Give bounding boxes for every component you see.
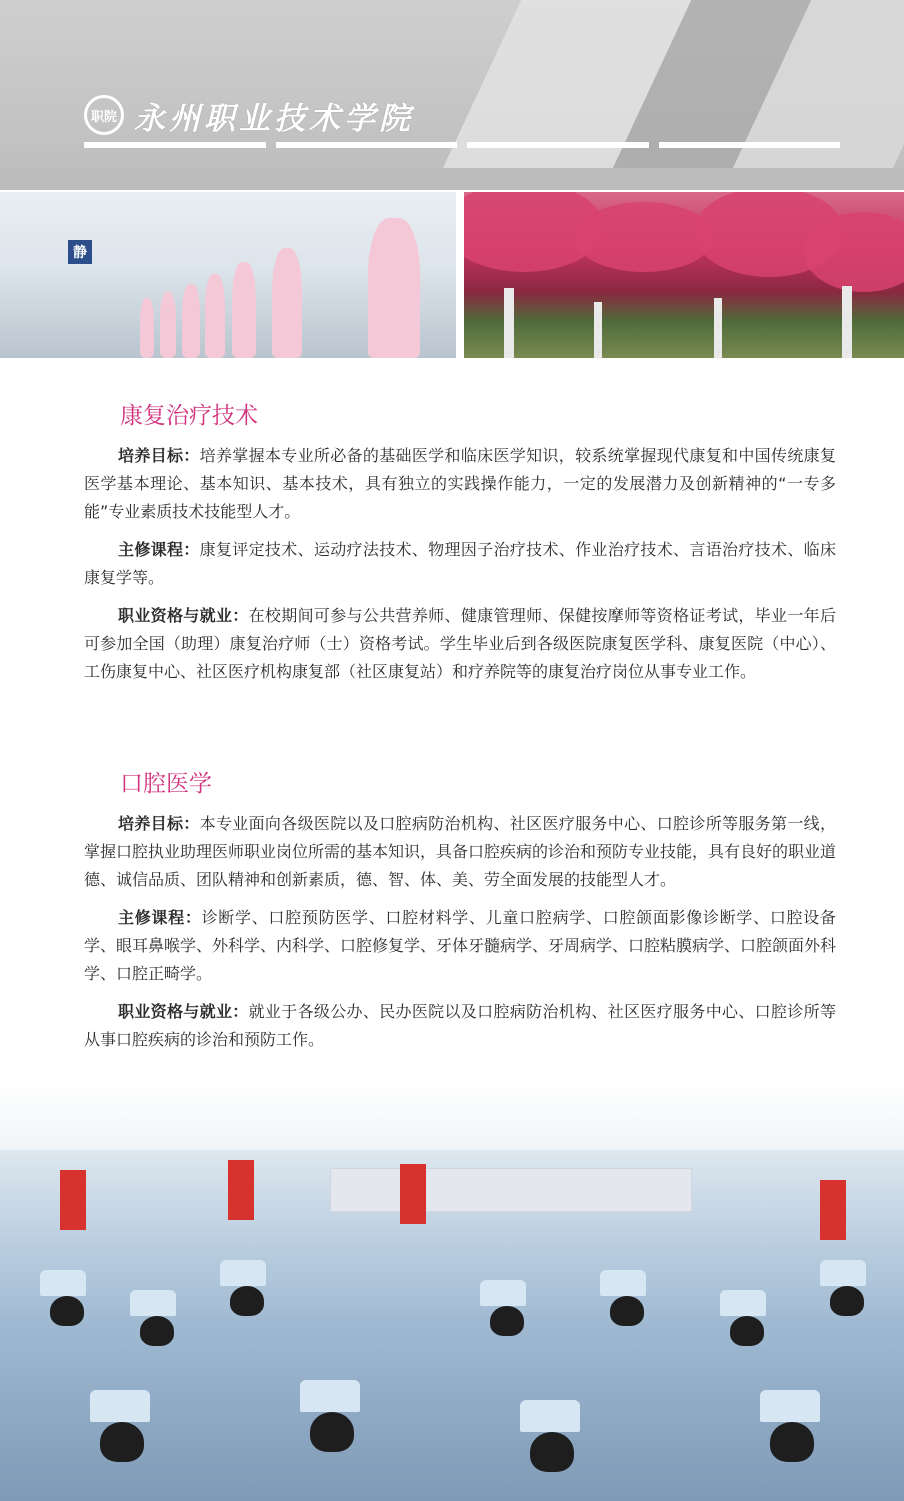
header-divider	[84, 142, 840, 148]
nurse-figure	[182, 284, 200, 358]
paragraph-text: 本专业面向各级医院以及口腔病防治机构、社区医疗服务中心、口腔诊所等服务第一线，掌握口腔执业助理医师职业岗位所需的基本知识，具备口腔疾病的诊治和预防专业技能，具有良好的职业道德、诚信品质、团队精神和创新素质，德、智、体、美、劳全面发展的技能型人才。	[84, 814, 837, 889]
student-head	[490, 1306, 524, 1336]
student-head	[830, 1286, 864, 1316]
section-title: 康复治疗技术	[120, 403, 258, 429]
school-name: 永州职业技术学院	[134, 100, 414, 137]
red-flag	[400, 1164, 426, 1224]
room-sign: 静	[68, 240, 92, 264]
divider-segment	[276, 142, 458, 148]
nurse-figure	[232, 262, 256, 358]
paragraph-label: 培养目标：	[118, 814, 200, 833]
paragraph-text: 培养掌握本专业所必备的基础医学和临床医学知识，较系统掌握现代康复和中国传统康复医学基本理论、基本知识、基本技术，具有独立的实践操作能力，一定的发展潜力及创新精神的“一专多能”专业素质技术技能型人才。	[84, 446, 836, 521]
red-flag	[228, 1160, 254, 1220]
divider-segment	[84, 142, 266, 148]
nurse-cap	[720, 1290, 766, 1316]
nurse-cap	[300, 1380, 360, 1412]
nurse-figure	[140, 298, 154, 358]
section-paragraph	[84, 904, 836, 988]
section-paragraph	[84, 810, 836, 894]
crowd-photo-fade	[0, 1080, 904, 1160]
paragraph-label: 主修课程：	[118, 908, 202, 927]
seal-text: 职院	[90, 109, 117, 125]
student-head	[50, 1296, 84, 1326]
header-banner	[0, 0, 904, 190]
section-rehabilitation	[84, 400, 836, 696]
paragraph-label: 职业资格与就业：	[118, 606, 249, 625]
tree-trunk	[842, 286, 852, 358]
paragraph-text: 康复评定技术、运动疗法技术、物理因子治疗技术、作业治疗技术、言语治疗技术、临床康复学等。	[84, 540, 836, 587]
nurse-figure	[368, 218, 420, 358]
nurse-cap	[820, 1260, 866, 1286]
nurse-cap	[760, 1390, 820, 1422]
student-head	[530, 1432, 574, 1472]
tree-trunk	[594, 302, 602, 358]
section-paragraph	[84, 602, 836, 686]
section-paragraph	[84, 998, 836, 1054]
paragraph-label: 职业资格与就业：	[118, 1002, 249, 1021]
nurse-figure	[160, 292, 176, 358]
nurse-figure	[205, 274, 225, 358]
paragraph-label: 培养目标：	[118, 446, 200, 465]
school-logo	[84, 93, 414, 137]
nurse-cap	[40, 1270, 86, 1296]
section-paragraph	[84, 442, 836, 526]
section-paragraph	[84, 536, 836, 592]
header-band	[0, 168, 904, 190]
red-flag	[60, 1170, 86, 1230]
student-head	[610, 1296, 644, 1326]
paragraph-label: 主修课程：	[118, 540, 200, 559]
school-seal-icon	[84, 95, 124, 135]
tree-trunk	[504, 288, 514, 358]
paragraph-text: 诊断学、口腔预防医学、口腔材料学、儿童口腔病学、口腔颌面影像诊断学、口腔设备学、眼耳鼻喉学、外科学、内科学、口腔修复学、牙体牙髓病学、牙周病学、口腔粘膜病学、口腔颌面外科学、口腔正畸学。	[84, 908, 837, 983]
student-head	[310, 1412, 354, 1452]
section-stomatology	[84, 768, 836, 1064]
student-head	[770, 1422, 814, 1462]
paragraph-text: 在校期间可参与公共营养师、健康管理师、保健按摩师等资格证考试，毕业一年后可参加全国（助理）康复治疗师（士）资格考试。学生毕业后到各级医院康复医学科、康复医院（中心）、工伤康复中心、社区医疗机构康复部（社区康复站）和疗养院等的康复治疗岗位从事专业工作。	[84, 606, 836, 681]
divider-segment	[659, 142, 841, 148]
photo-blossom-trees	[464, 192, 904, 358]
student-head	[230, 1286, 264, 1316]
photo-graduation-crowd	[0, 1150, 904, 1501]
nurse-figure	[272, 248, 302, 358]
blossom-cluster	[574, 202, 714, 272]
stage-backdrop	[330, 1168, 692, 1212]
nurse-cap	[220, 1260, 266, 1286]
nurse-cap	[600, 1270, 646, 1296]
student-head	[100, 1422, 144, 1462]
nurse-cap	[520, 1400, 580, 1432]
divider-segment	[467, 142, 649, 148]
tree-trunk	[714, 298, 722, 358]
nurse-cap	[130, 1290, 176, 1316]
blossom-cluster	[804, 212, 904, 292]
photo-training-room	[0, 192, 456, 358]
student-head	[140, 1316, 174, 1346]
section-title: 口腔医学	[120, 771, 212, 797]
paragraph-text: 就业于各级公办、民办医院以及口腔病防治机构、社区医疗服务中心、口腔诊所等从事口腔疾病的诊治和预防工作。	[84, 1002, 836, 1049]
student-head	[730, 1316, 764, 1346]
nurse-cap	[480, 1280, 526, 1306]
nurse-cap	[90, 1390, 150, 1422]
red-flag	[820, 1180, 846, 1240]
